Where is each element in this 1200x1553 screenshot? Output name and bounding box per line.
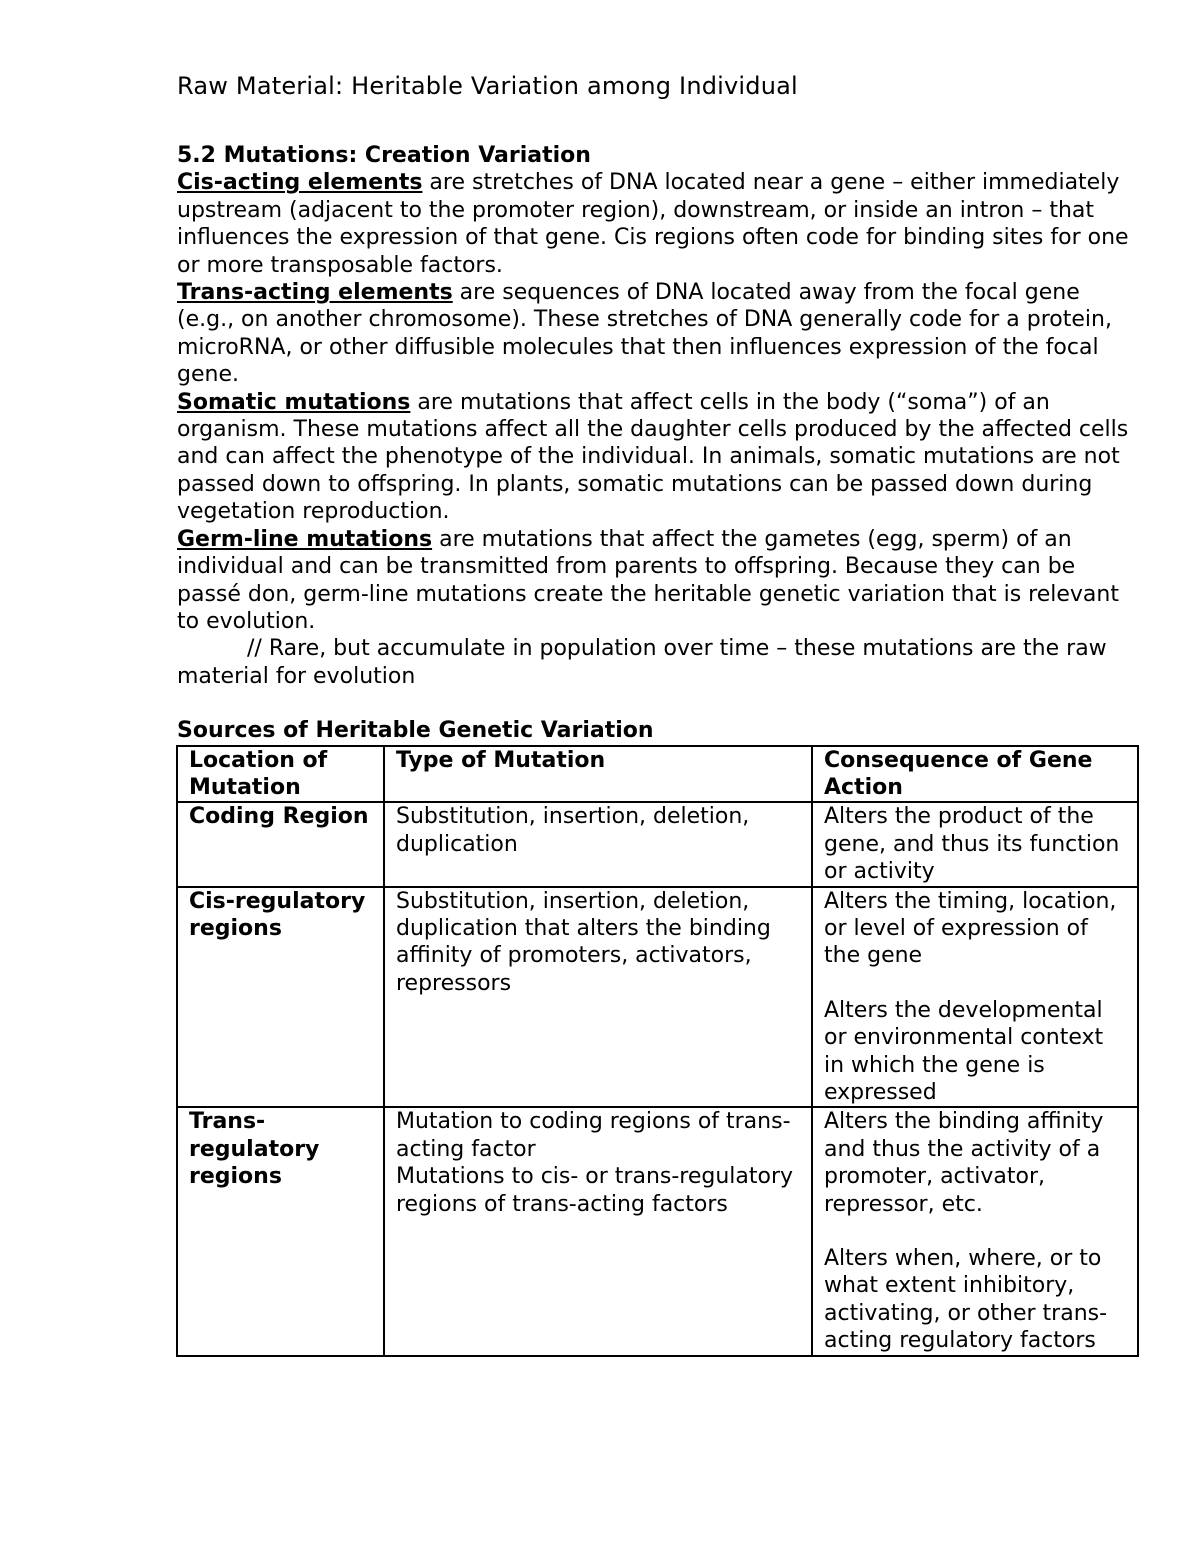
definition-trans-acting xyxy=(177,279,1137,389)
cell-type xyxy=(384,802,812,886)
consequence-text: Alters the product of the gene, and thus its function or activity xyxy=(824,804,1120,885)
document-page xyxy=(177,70,1137,1357)
header-location: Location of Mutation xyxy=(177,746,384,803)
consequence-text: Alters when, where, or to what extent inhibitory, activating, or other trans-acting regulatory factors xyxy=(824,1246,1108,1354)
variation-table xyxy=(176,745,1139,1357)
cell-location: Coding Region xyxy=(177,802,384,886)
table-title: Sources of Heritable Genetic Variation xyxy=(177,718,654,744)
consequence-text: Alters the timing, location, or level of expression of the gene xyxy=(824,888,1117,969)
table-header-row xyxy=(177,746,1138,803)
definition-germ-line xyxy=(177,526,1137,636)
definitions xyxy=(177,169,1137,690)
definition-text: are mutations that affect cells in the body (“soma”) of an organism. These mutations affect all the daughter cells produced by the affected cells and can affect the phenotype of the individual. In animals, somatic mutations are not passed down to offspring. In plants, somatic mutations can be passed down during vegetation reproduction. xyxy=(177,389,1129,525)
term-trans-acting: Trans-acting elements xyxy=(177,280,453,306)
note-text: // Rare, but accumulate in population over time – these mutations are the raw material for evolution xyxy=(177,636,1107,689)
cell-type xyxy=(384,1107,812,1355)
header-consequence: Consequence of Gene Action xyxy=(812,746,1138,803)
type-text: Substitution, insertion, deletion, duplication xyxy=(396,804,750,857)
definition-cis-acting xyxy=(177,169,1137,279)
section-heading: 5.2 Mutations: Creation Variation xyxy=(177,143,591,168)
table-row xyxy=(177,887,1138,1108)
consequence-text: Alters the developmental or environmental context in which the gene is expressed xyxy=(824,997,1104,1105)
cell-consequence xyxy=(812,802,1138,886)
evolution-note xyxy=(177,635,1137,690)
term-cis-acting: Cis-acting elements xyxy=(177,170,423,196)
table-row xyxy=(177,1107,1138,1355)
cell-consequence xyxy=(812,1107,1138,1355)
cell-location: Trans-regulatory regions xyxy=(177,1107,384,1355)
header-type: Type of Mutation xyxy=(384,746,812,803)
type-text: Substitution, insertion, deletion, duplication that alters the binding affinity of promoters, activators, repressors xyxy=(396,888,771,996)
definition-text: are sequences of DNA located away from the focal gene (e.g., on another chromosome). These stretches of DNA generally code for a protein, microRNA, or other diffusible molecules that then influences expression of the focal gene. xyxy=(177,280,1112,388)
document-title: Raw Material: Heritable Variation among Individual xyxy=(177,72,798,100)
table-row xyxy=(177,802,1138,886)
definition-text: are mutations that affect the gametes (egg, sperm) of an individual and can be transmitted from parents to offspring. Because they can be passé don, germ-line mutations create the heritable genetic variation that is relevant to evolution. xyxy=(177,526,1119,634)
definition-text: are stretches of DNA located near a gene – either immediately upstream (adjacent to the promoter region), downstream, or inside an intron – that influences the expression of that gene. Cis regions often code for binding sites for one or more transposable factors. xyxy=(177,170,1129,278)
type-text: Mutation to coding regions of trans-acting factor xyxy=(396,1109,791,1162)
term-germ-line: Germ-line mutations xyxy=(177,526,433,552)
definition-somatic xyxy=(177,389,1137,526)
cell-location: Cis-regulatory regions xyxy=(177,887,384,1108)
cell-consequence xyxy=(812,887,1138,1108)
cell-type xyxy=(384,887,812,1108)
type-text: Mutations to cis- or trans-regulatory regions of trans-acting factors xyxy=(396,1164,794,1217)
consequence-text: Alters the binding affinity and thus the activity of a promoter, activator, repressor, etc. xyxy=(824,1109,1104,1217)
term-somatic: Somatic mutations xyxy=(177,389,411,415)
